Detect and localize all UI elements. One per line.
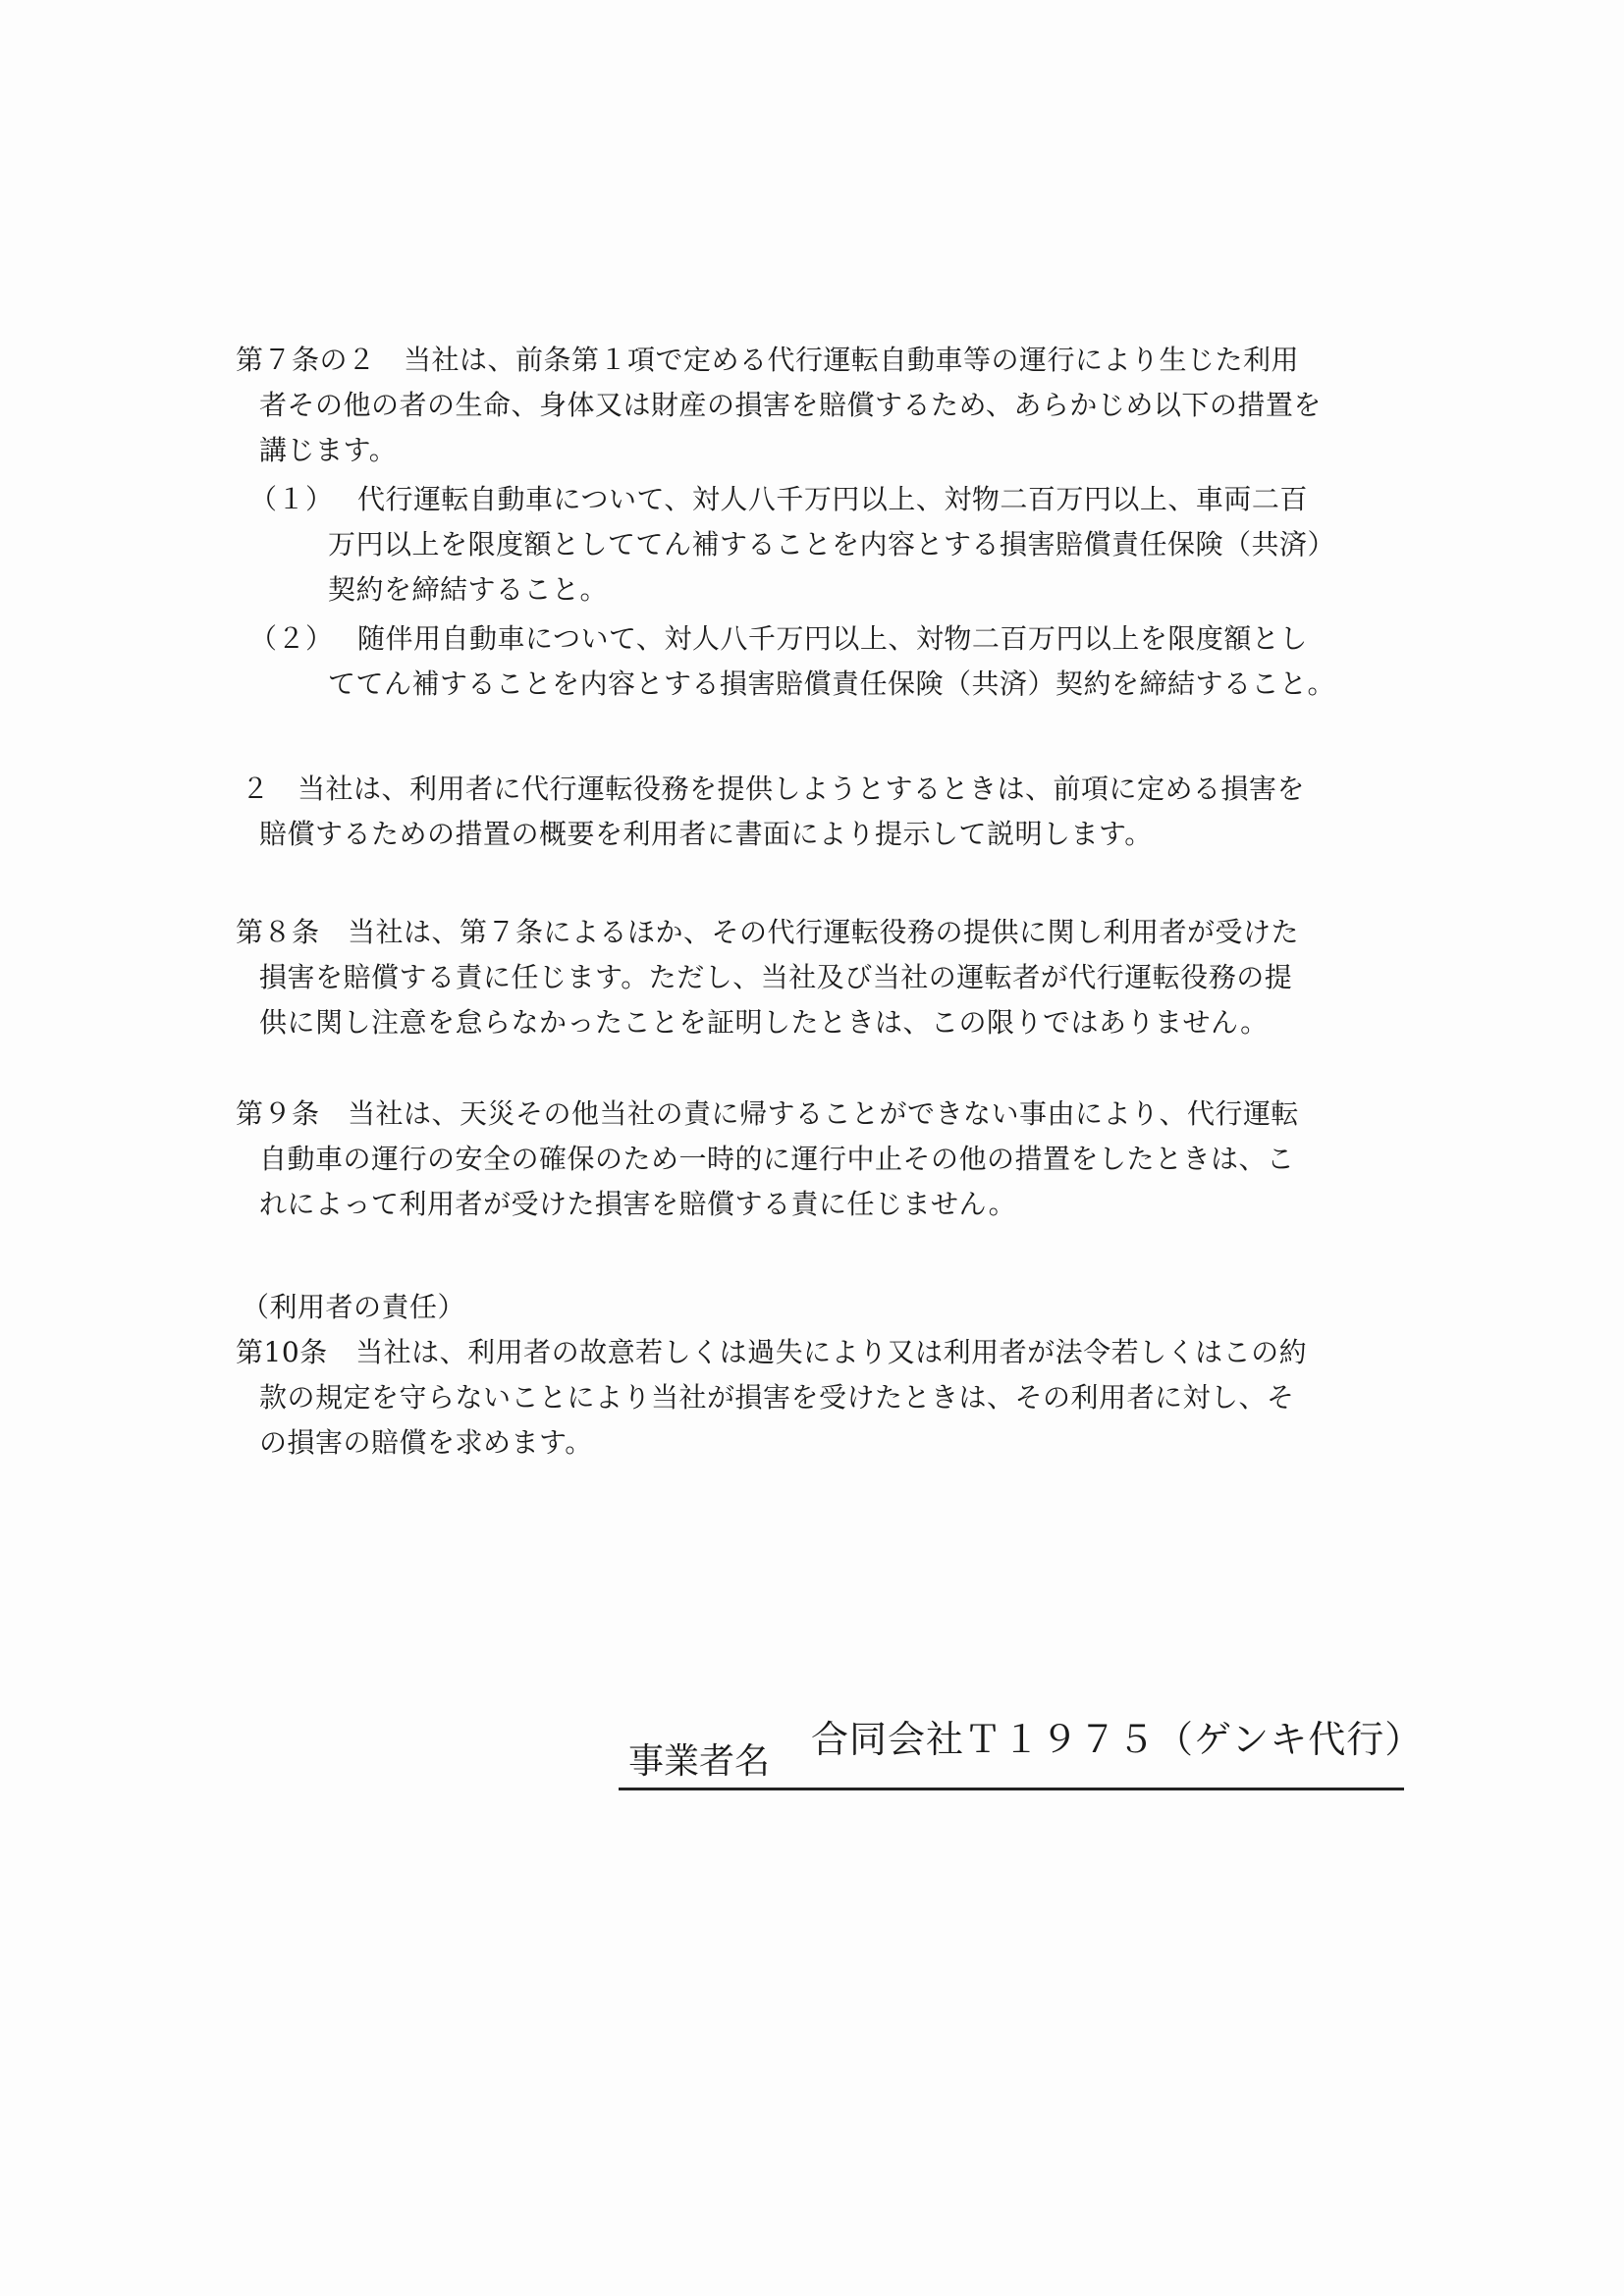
item-2-line-2: ててん補することを内容とする損害賠償責任保険（共済）契約を締結すること。 xyxy=(328,667,1336,700)
item-2-marker: （２） xyxy=(249,622,334,655)
article-8-line-2: 損害を賠償する責に任じます。ただし、当社及び当社の運転者が代行運転役務の提 xyxy=(259,961,1293,993)
article-8-line-3: 供に関し注意を怠らなかったことを証明したときは、この限りではありません。 xyxy=(259,1006,1269,1039)
item-2-line-1: 随伴用自動車について、対人八千万円以上、対物二百万円以上を限度額とし xyxy=(357,622,1308,655)
item-1-line-3: 契約を締結すること。 xyxy=(328,573,609,606)
article-7-2-line-3: 講じます。 xyxy=(259,434,398,466)
article-10-line-2: 款の規定を守らないことにより当社が損害を受けたときは、その利用者に対し、そ xyxy=(259,1381,1295,1414)
article-9-line-1: 第９条 当社は、天災その他当社の責に帰することができない事由により、代行運転 xyxy=(236,1097,1300,1130)
item-1-line-1: 代行運転自動車について、対人八千万円以上、対物二百万円以上、車両二百 xyxy=(357,483,1308,515)
article-10-heading: （利用者の責任） xyxy=(242,1291,466,1323)
article-7-2-line-2: 者その他の者の生命、身体又は財産の損害を賠償するため、あらかじめ以下の措置を xyxy=(259,389,1322,421)
article-10-line-1: 第10条 当社は、利用者の故意若しくは過失により又は利用者が法令若しくはこの約 xyxy=(236,1336,1308,1368)
signature-underline xyxy=(619,1788,1404,1790)
item-1-line-2: 万円以上を限度額としててん補することを内容とする損害賠償責任保険（共済） xyxy=(328,528,1336,561)
article-8-line-1: 第８条 当社は、第７条によるほか、その代行運転役務の提供に関し利用者が受けた xyxy=(236,916,1300,948)
article-10-line-3: の損害の賠償を求めます。 xyxy=(259,1426,593,1459)
item-1-marker: （１） xyxy=(249,483,334,515)
business-name-value: 合同会社Ｔ１９７５（ゲンキ代行） xyxy=(811,1718,1424,1761)
paragraph-2-line-2: 賠償するための措置の概要を利用者に書面により提示して説明します。 xyxy=(259,818,1153,850)
business-name-label: 事業者名 xyxy=(628,1741,771,1782)
article-9-line-3: れによって利用者が受けた損害を賠償する責に任じません。 xyxy=(259,1188,1017,1220)
article-9-line-2: 自動車の運行の安全の確保のため一時的に運行中止その他の措置をしたときは、こ xyxy=(259,1143,1295,1175)
paragraph-2-line-1: ２ 当社は、利用者に代行運転役務を提供しようとするときは、前項に定める損害を xyxy=(242,773,1306,805)
article-7-2-line-1: 第７条の２ 当社は、前条第１項で定める代行運転自動車等の運行により生じた利用 xyxy=(236,344,1300,376)
